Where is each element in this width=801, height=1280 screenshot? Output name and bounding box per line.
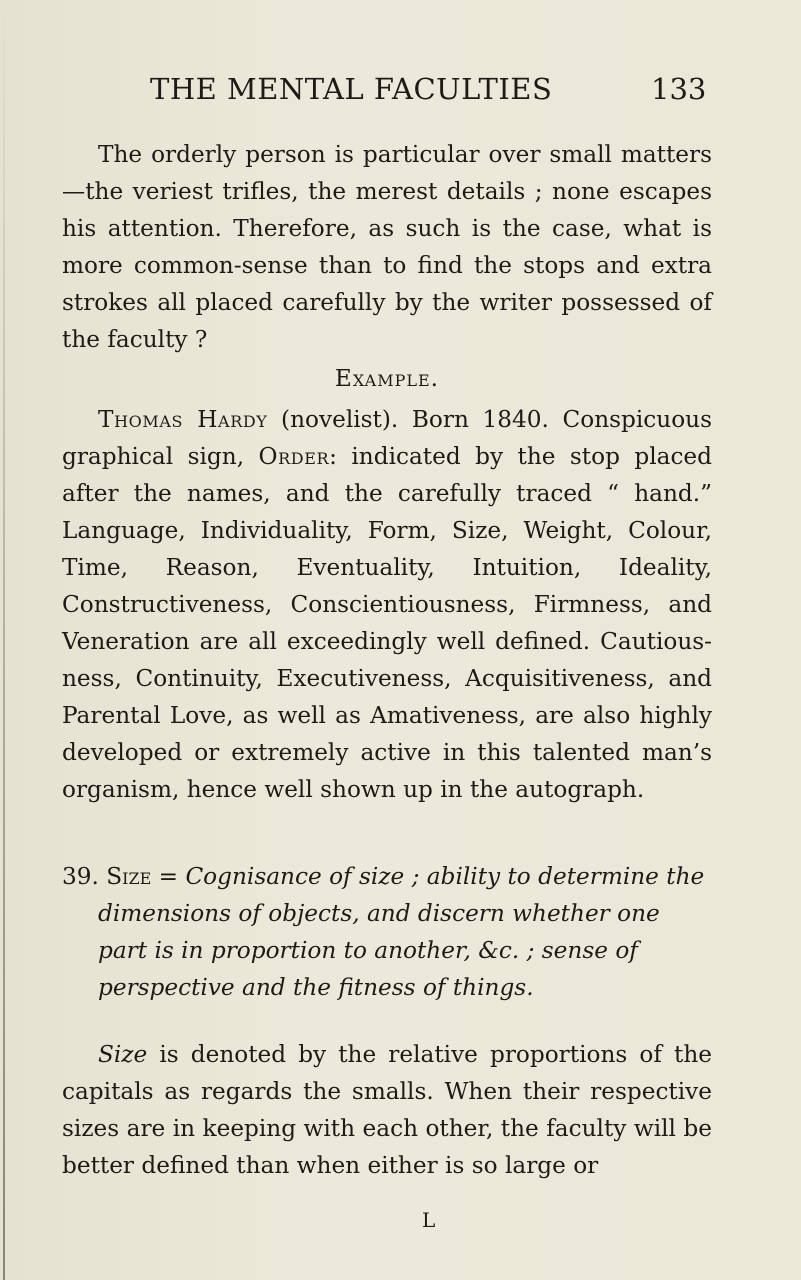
faculty-definition-text: Cognisance of size ; ability to determine the dimensions of objects, and discern whether one part is in proportion to another, &c. ; sense of perspective and the fitness of things. [98,863,705,1001]
page-number: 133 [651,72,707,106]
signature-mark: L [422,1208,436,1232]
page-body [62,136,712,1184]
faculty-number: 39. [62,863,107,890]
faculty-definition-size [62,858,712,1006]
person-name: Thomas Hardy [98,406,268,433]
faculty-term: Size [106,863,152,890]
paragraph-size-denoted [62,1036,712,1184]
page-edge-shadow [3,0,5,1280]
paragraph-text: (novelist). Born 1840. Conspicuous graphical sign, [62,406,712,470]
paragraph-text: is denoted by the relative proportions of the capitals as regards the smalls. When their respective sizes are in keeping with each other, the faculty will be better defined than when either is so large or [62,1041,712,1179]
paragraph-thomas-hardy [62,401,712,808]
paragraph-orderly-person: The orderly person is particular over small matters —the veriest trifles, the merest details ; none escapes his attention. Therefore, as such is the case, what is more common-sense than to find the stops and extra strokes all placed carefully by the writer possessed of the faculty ? [62,141,712,353]
page-header [0,72,801,112]
running-title: THE MENTAL FACULTIES [150,72,553,106]
graphical-sign-name: Order [258,443,330,470]
equals-sign: = [151,863,186,890]
example-heading: Example. [334,365,440,392]
size-lead-word: Size [98,1041,148,1068]
paragraph-text: : indicated by the stop placed after the names, and the carefully traced “ hand.” Language, Individuality, Form, Size, Weight, Colour, Time, Reason, Eventuality, Intuition, Ideality, Constructiveness, Conscientiousness, Firmness, and Veneration are all exceedingly well defined. Cautiousness, Continuity, Executiveness, Acquisitiveness, and Parental Love, as well as Amativeness, are also highly developed or extremely active in this talented man’s organism, hence well shown up in the autograph. [62,443,712,803]
